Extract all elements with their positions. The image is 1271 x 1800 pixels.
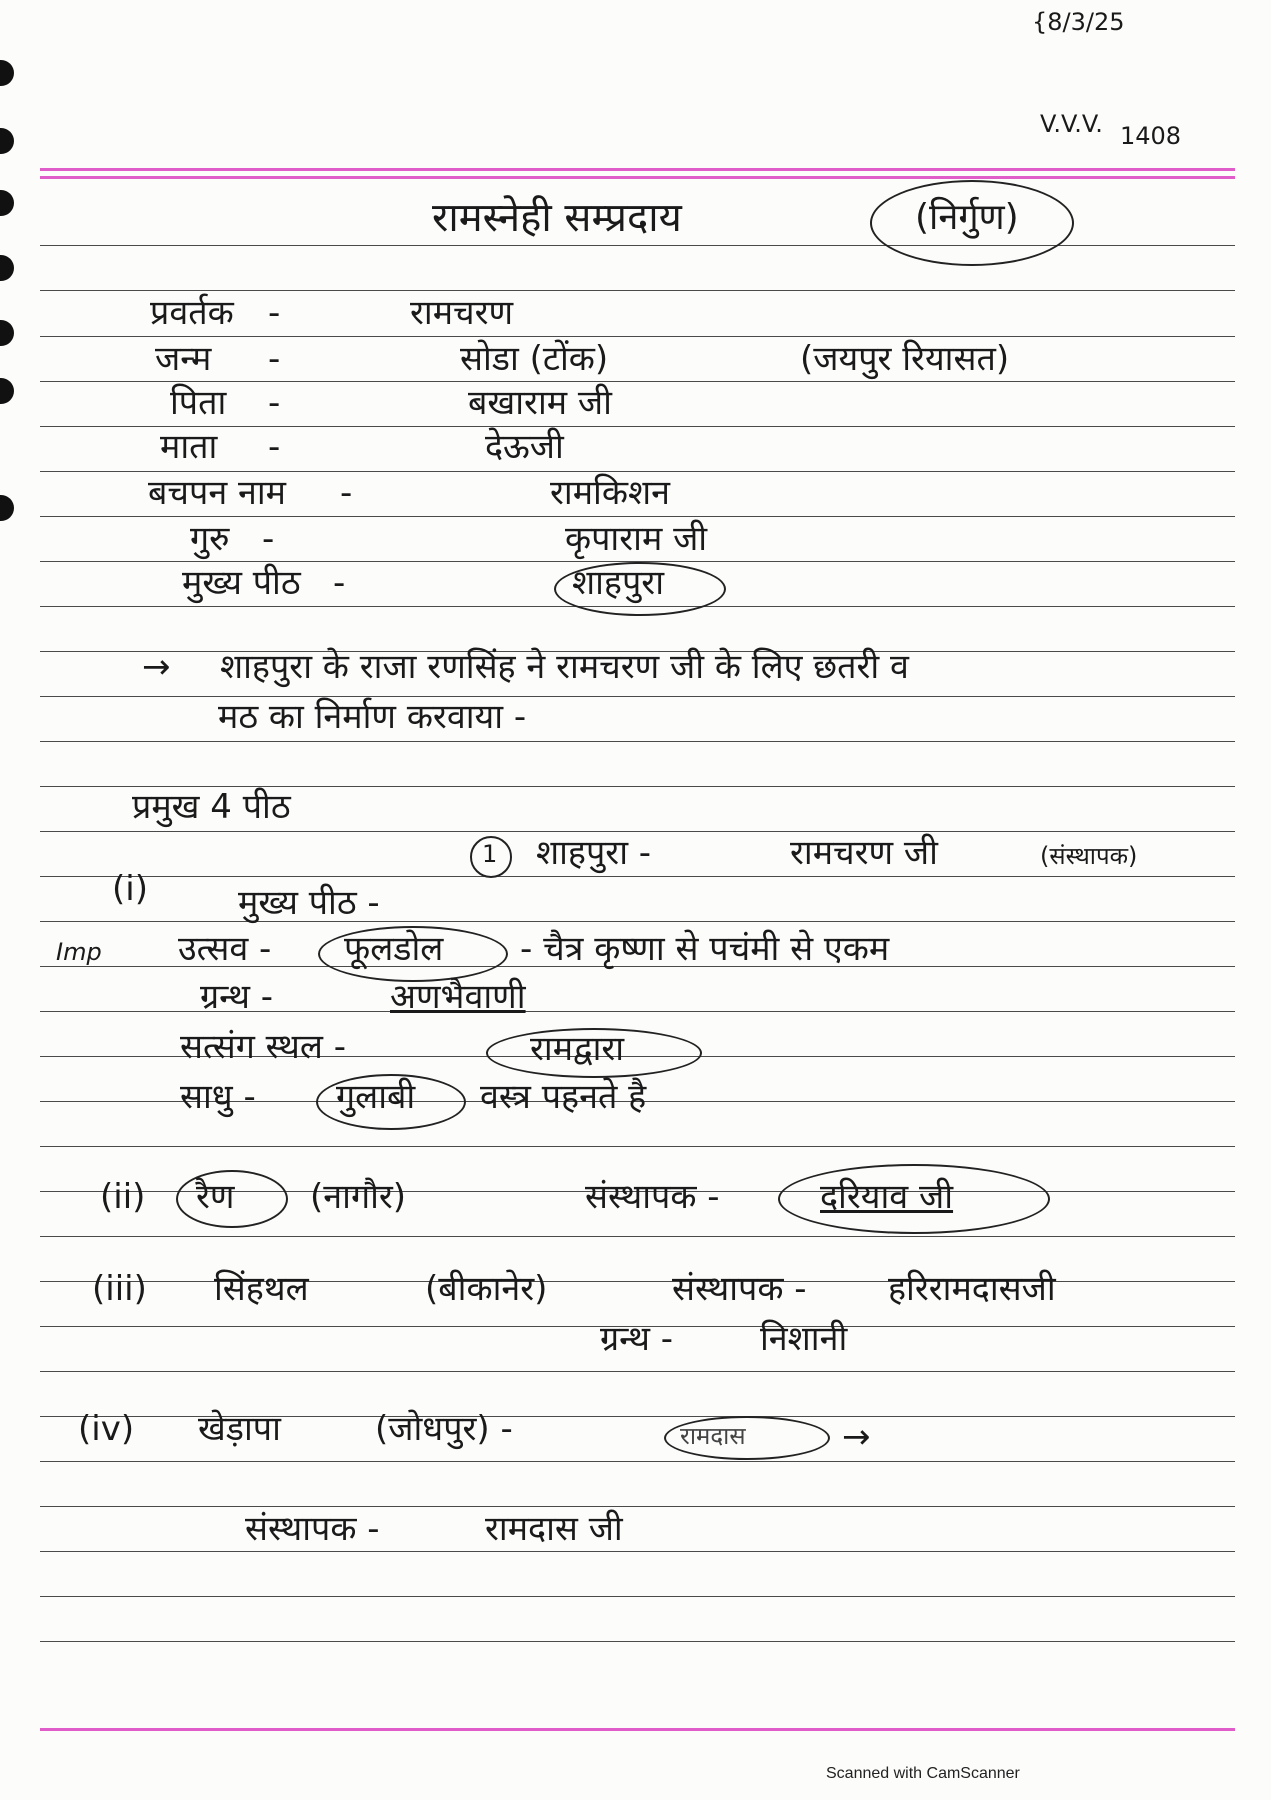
fact-value: कृपाराम जी xyxy=(565,519,708,559)
peeth-founder: रामदास जी xyxy=(485,1509,623,1549)
fact-value: सोडा (टोंक) xyxy=(460,339,609,379)
item-number: (i) xyxy=(112,869,148,909)
ruled-line xyxy=(40,471,1235,472)
corner-code: V.V.V. xyxy=(1040,110,1103,138)
peeth-founder: रामचरण जी xyxy=(790,833,938,873)
fact-dash: - xyxy=(268,383,281,423)
peeth-founder: हरिरामदासजी xyxy=(888,1269,1056,1309)
ruled-line xyxy=(40,1596,1235,1597)
arrow-icon: → xyxy=(142,647,171,687)
fact-label: माता xyxy=(160,427,218,467)
peeth-district: (नागौर) xyxy=(310,1177,407,1217)
section-heading: प्रमुख 4 पीठ xyxy=(132,787,291,827)
ruled-line xyxy=(40,1506,1235,1507)
peeth-founder: दरियाव जी xyxy=(820,1177,954,1217)
row-label: उत्सव - xyxy=(178,929,272,969)
row-label: ग्रन्थ - xyxy=(200,977,274,1017)
margin-note: Imp xyxy=(56,938,102,966)
peeth-founder-tag: (संस्थापक) xyxy=(1040,842,1138,870)
founder-label: संस्थापक - xyxy=(245,1509,380,1549)
binder-hole xyxy=(0,495,14,521)
granth-value: निशानी xyxy=(760,1319,848,1359)
arrow-icon: → xyxy=(842,1417,871,1457)
granth-label: ग्रन्थ - xyxy=(600,1319,674,1359)
header-rule xyxy=(40,168,1235,171)
ruled-line xyxy=(40,336,1235,337)
binder-hole xyxy=(0,128,14,154)
item-number: (iii) xyxy=(92,1269,147,1309)
binder-hole xyxy=(0,190,14,216)
item-number: (ii) xyxy=(100,1177,146,1217)
fact-label: गुरु xyxy=(190,519,230,559)
ruled-line xyxy=(40,831,1235,832)
fact-dash: - xyxy=(262,519,275,559)
corner-code: 1408 xyxy=(1120,122,1182,150)
binder-hole xyxy=(0,320,14,346)
peeth-place: रैण xyxy=(196,1177,235,1217)
ruled-line xyxy=(40,516,1235,517)
ruled-line xyxy=(40,1551,1235,1552)
peeth-district: (बीकानेर) xyxy=(425,1269,548,1309)
fact-label: बचपन नाम xyxy=(148,473,287,513)
binder-hole xyxy=(0,378,14,404)
ruled-line xyxy=(40,1146,1235,1147)
page-title: रामस्नेही सम्प्रदाय xyxy=(432,195,682,241)
row-label: साधु - xyxy=(180,1077,256,1117)
ruled-line xyxy=(40,1371,1235,1372)
title-tag: (निर्गुण) xyxy=(915,197,1019,238)
fact-dash: - xyxy=(333,563,346,603)
fact-value: रामकिशन xyxy=(550,473,670,513)
peeth-district: (जोधपुर) - xyxy=(375,1409,513,1449)
row-value: फूलडोल xyxy=(344,929,444,969)
founder-label: संस्थापक - xyxy=(672,1269,807,1309)
item-number: (iv) xyxy=(78,1409,135,1449)
row-value: रामद्वारा xyxy=(530,1029,625,1069)
fact-label: मुख्य पीठ xyxy=(182,563,301,603)
fact-label: जन्म xyxy=(155,339,212,379)
fact-dash: - xyxy=(268,427,281,467)
fact-value: देऊजी xyxy=(485,427,564,467)
circle-number: 1 xyxy=(482,840,498,868)
main-peeth-note: मुख्य पीठ - xyxy=(238,883,380,923)
note-line: शाहपुरा के राजा रणसिंह ने रामचरण जी के लिए छतरी व xyxy=(220,647,909,687)
ruled-line xyxy=(40,876,1235,877)
fact-dash: - xyxy=(268,293,281,333)
scanner-footer: Scanned with CamScanner xyxy=(826,1765,1020,1782)
ruled-line xyxy=(40,741,1235,742)
founder-label: संस्थापक - xyxy=(585,1177,720,1217)
note-line: मठ का निर्माण करवाया - xyxy=(218,697,527,737)
ruled-line xyxy=(40,1236,1235,1237)
row-extra: वस्त्र पहनते है xyxy=(480,1077,647,1117)
ruled-line xyxy=(40,1461,1235,1462)
ruled-line xyxy=(40,290,1235,291)
footer-rule xyxy=(40,1728,1235,1731)
peeth-note: रामदास xyxy=(680,1422,746,1450)
fact-value: बखाराम जी xyxy=(468,383,612,423)
header-rule xyxy=(40,176,1235,179)
ruled-line xyxy=(40,1641,1235,1642)
fact-label: पिता xyxy=(170,383,227,423)
ruled-line xyxy=(40,381,1235,382)
row-label: सत्संग स्थल - xyxy=(180,1027,347,1067)
corner-date: {8/3/25 xyxy=(1032,8,1125,36)
fact-dash: - xyxy=(340,473,353,513)
row-extra: - चैत्र कृष्णा से पचंमी से एकम xyxy=(520,929,890,969)
fact-value: रामचरण xyxy=(410,293,514,333)
row-value: अणभैवाणी xyxy=(390,977,526,1017)
binder-hole xyxy=(0,255,14,281)
peeth-place: शाहपुरा - xyxy=(536,833,652,873)
ruled-line xyxy=(40,921,1235,922)
ruled-line xyxy=(40,426,1235,427)
fact-note: (जयपुर रियासत) xyxy=(800,339,1010,379)
fact-dash: - xyxy=(268,339,281,379)
fact-value: शाहपुरा xyxy=(572,563,665,603)
binder-hole xyxy=(0,60,14,86)
peeth-place: सिंहथल xyxy=(214,1269,309,1309)
fact-label: प्रवर्तक xyxy=(150,293,234,333)
peeth-place: खेड़ापा xyxy=(198,1409,281,1449)
row-value: गुलाबी xyxy=(336,1077,416,1117)
